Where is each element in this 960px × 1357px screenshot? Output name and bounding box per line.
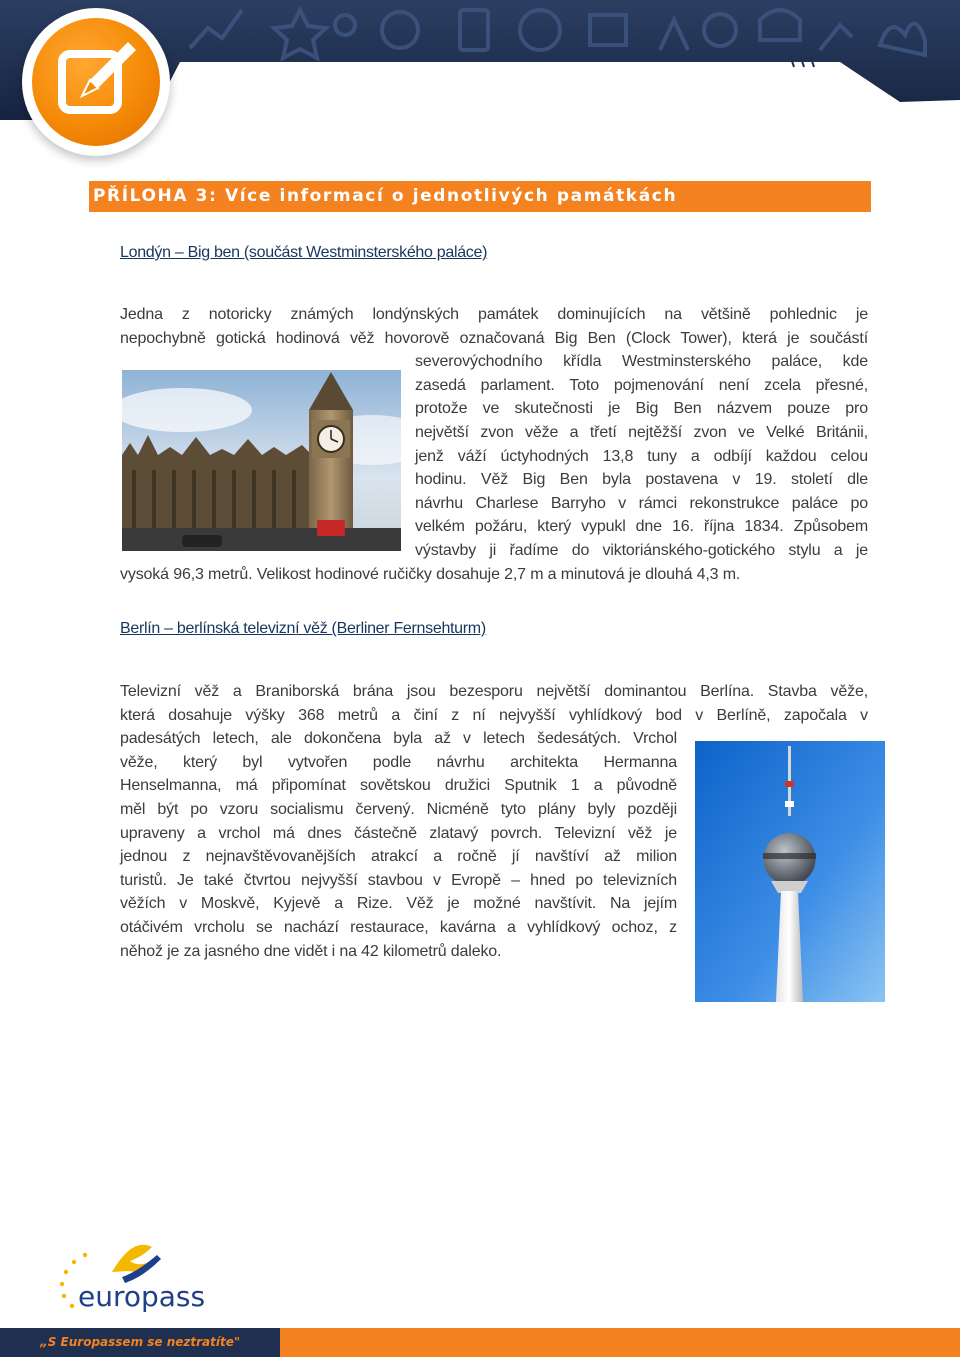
london-line-1: Jedna z notoricky známých londýnských památek dominujících na většině pohlednic je	[120, 306, 868, 323]
berlin-line-1: Televizní věž a Braniborská brána jsou bezesporu největší dominantou Berlína. Stavba věže,	[120, 683, 868, 700]
london-line-11: výstavby ji řadíme do viktoriánského-gotického stylu a je	[415, 542, 868, 559]
london-line-5: protože ve skutečnosti je Big Ben názvem pouze pro	[415, 400, 868, 418]
section-title: PŘÍLOHA 3: Více informací o jednotlivých památkách	[93, 186, 678, 206]
london-line-4: zasedá parlament. Toto pojmenování není zcela přesné,	[415, 376, 868, 394]
berlin-line-4: věže, který byl vytvořen podle návrhu architekta Hermanna	[120, 753, 677, 771]
london-line-10: velkém požáru, který vypukl dne 16. října 1834. Způsobem	[415, 518, 868, 536]
europass-logo-text: europass	[78, 1280, 206, 1313]
berlin-line-10: věžích v Moskvě, Kyjevě a Rize. Věž je možné navštívit. Na jejím	[120, 895, 677, 913]
berlin-line-2: která dosahuje výšky 368 metrů a činí z ní nejvyšší vyhlídkový bod v Berlíně, započala v	[120, 706, 868, 724]
london-line-9: návrhu Charlese Barryho v rámci rekonstrukce paláce po	[415, 494, 868, 512]
london-line-6: největší zvon věže a třetí nejtěžší zvon ve Velké Británii,	[415, 424, 868, 441]
london-heading: Londýn – Big ben (součást Westminsterského paláce)	[120, 244, 488, 261]
big-ben-photo	[122, 370, 401, 551]
london-line-8: hodinu. Věž Big Ben byla postavena v 19. století dle	[415, 471, 868, 489]
section-title-bar	[89, 181, 871, 212]
berlin-line-6: měl být po vzoru socialismu červený. Nicméně tyto plány byly později	[120, 801, 677, 818]
berlin-line-5: Henselmanna, má připomínat sovětskou družici Sputnik 1 a původně	[120, 777, 677, 795]
berlin-line-12: něhož je za jasného dne vidět i na 42 kilometrů daleko.	[120, 942, 502, 960]
footer-slogan: „S Europassem se neztratíte"	[40, 1335, 241, 1349]
berlin-heading: Berlín – berlínská televizní věž (Berliner Fernsehturm)	[120, 620, 486, 637]
berlin-line-11: otáčivém vrcholu se nachází restaurace, kavárna a vyhlídkový ochoz, z	[120, 919, 677, 936]
header-logo-badge	[22, 8, 170, 156]
berlin-line-9: turistů. Je také čtvrtou nejvyšší stavbou v Evropě – hned po televizních	[120, 871, 677, 889]
berlin-line-3: padesátých letech, ale dokončena byla až v letech šedesátých. Vrchol	[120, 730, 677, 748]
europass-logo	[52, 1242, 212, 1317]
footer-bar	[0, 1328, 960, 1357]
pencil-edit-icon	[32, 18, 160, 146]
london-line-12: vysoká 96,3 metrů. Velikost hodinové ručičky dosahuje 2,7 m a minutová je dlouhá 4,3 m.	[120, 565, 741, 583]
berlin-line-7: upraveny a vrchol má dnes částečně zlatavý povrch. Televizní věž je	[120, 824, 677, 842]
berlin-line-8: jednou z nejnavštěvovanějších atrakcí a ročně jí navštíví až milion	[120, 848, 677, 866]
berlin-tv-tower-photo	[695, 741, 885, 1002]
london-line-3: severovýchodního křídla Westminsterského paláce, kde	[415, 353, 868, 371]
london-line-2: nepochybně gotická hodinová věž hovorově označovaná Big Ben (Clock Tower), která je součástí	[120, 329, 868, 347]
london-line-7: jenž váží úctyhodných 13,8 tuny a odbíjí každou celou	[415, 447, 868, 465]
